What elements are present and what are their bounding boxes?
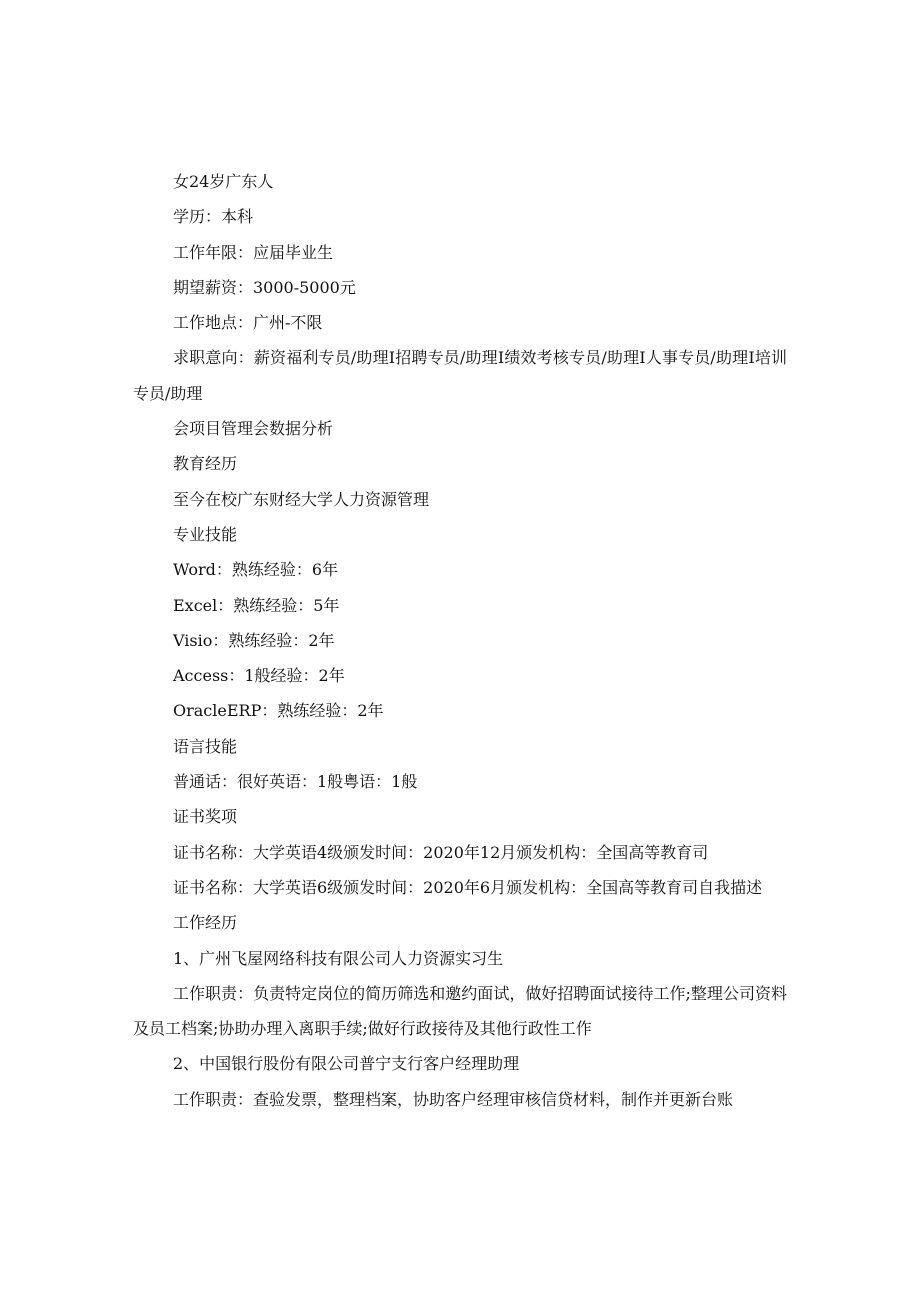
skill-item: Word：熟练经验：6年 bbox=[173, 560, 339, 580]
skill-item: Excel：熟练经验：5年 bbox=[173, 595, 340, 615]
job-title: 2、中国银行股份有限公司普宁支行客户经理助理 bbox=[173, 1054, 520, 1074]
profile-abilities: 会项目管理会数据分析 bbox=[173, 419, 334, 439]
resume-body bbox=[133, 164, 787, 1117]
section-heading-certificates: 证书奖项 bbox=[173, 807, 238, 827]
certificate-item: 证书名称：大学英语4级颁发时间：2020年12月颁发机构：全国高等教育司 bbox=[173, 842, 709, 862]
profile-job-intention: 求职意向：薪资福利专员/助理I招聘专员/助理I绩效考核专员/助理I人事专员/助理I培训专员/助理 bbox=[133, 348, 787, 403]
job-title: 1、广州飞屋网络科技有限公司人力资源实习生 bbox=[173, 948, 504, 968]
certificate-item: 证书名称：大学英语6级颁发时间：2020年6月颁发机构：全国高等教育司自我描述 bbox=[173, 877, 763, 897]
section-heading-education: 教育经历 bbox=[173, 454, 238, 474]
job-duties: 工作职责：查验发票，整理档案，协助客户经理审核信贷材料，制作并更新台账 bbox=[173, 1089, 734, 1109]
language-entry: 普通话：很好英语：1般粤语：1般 bbox=[173, 772, 418, 792]
section-heading-work: 工作经历 bbox=[173, 913, 238, 933]
skill-item: OracleERP：熟练经验：2年 bbox=[173, 701, 384, 721]
profile-work-years: 工作年限：应届毕业生 bbox=[173, 242, 334, 262]
profile-education: 学历：本科 bbox=[173, 207, 254, 227]
section-heading-language: 语言技能 bbox=[173, 736, 238, 756]
profile-basic: 女24岁广东人 bbox=[173, 172, 274, 191]
profile-work-location: 工作地点：广州-不限 bbox=[173, 313, 323, 333]
profile-expected-salary: 期望薪资：3000-5000元 bbox=[173, 277, 356, 297]
skill-item: Visio：熟练经验：2年 bbox=[173, 630, 335, 650]
section-heading-skills: 专业技能 bbox=[173, 524, 238, 544]
education-entry: 至今在校广东财经大学人力资源管理 bbox=[173, 489, 430, 509]
skill-item: Access：1般经验：2年 bbox=[173, 666, 345, 686]
job-duties: 工作职责：负责特定岗位的简历筛选和邀约面试，做好招聘面试接待工作;整理公司资料及员工档案;协助办理入离职手续;做好行政接待及其他行政性工作 bbox=[133, 983, 787, 1039]
